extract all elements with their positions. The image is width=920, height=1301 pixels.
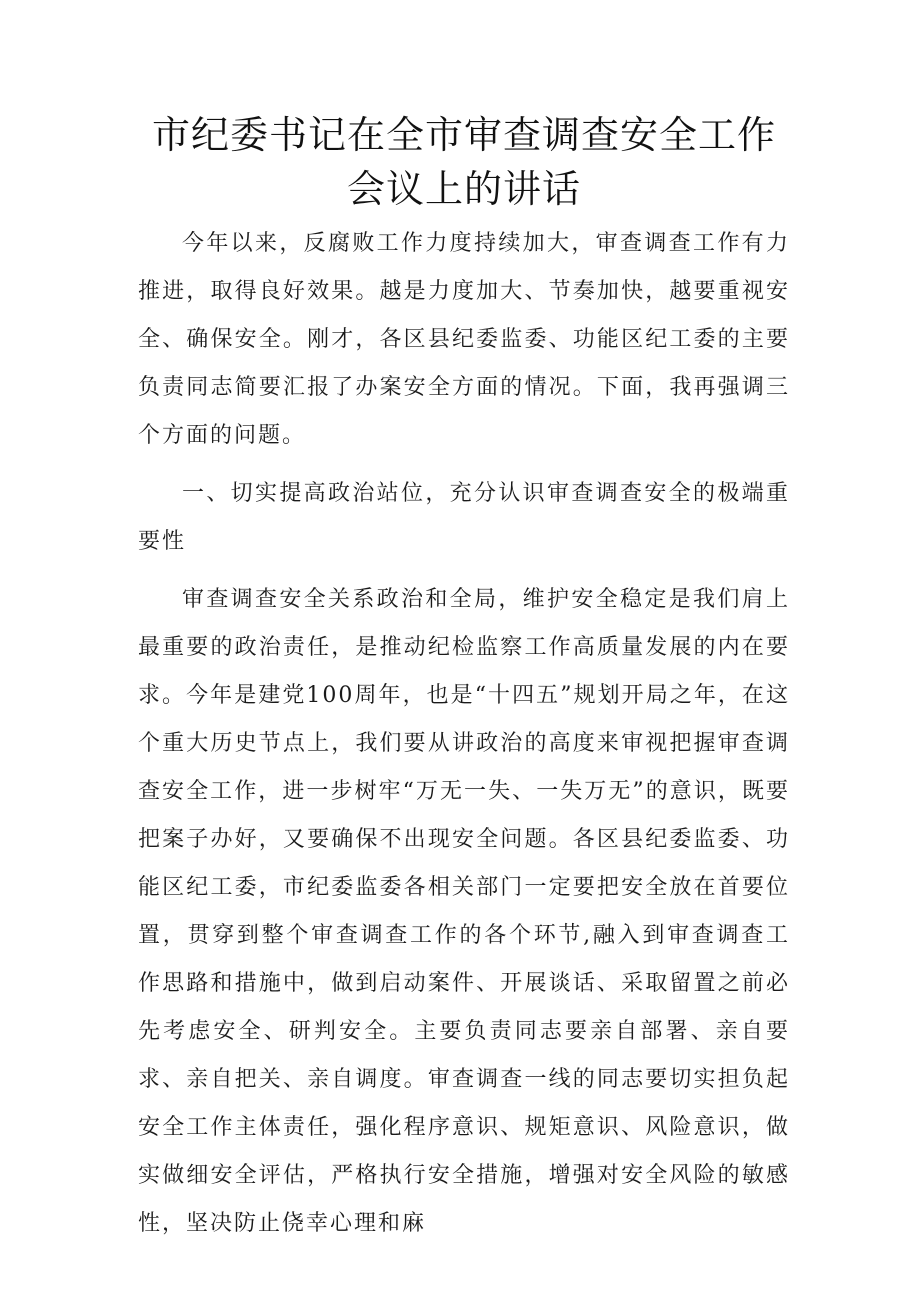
paragraph-intro: 今年以来，反腐败工作力度持续加大，审查调查工作有力推进，取得良好效果。越是力度加大、节奏加快，越要重视安全、确保安全。刚才，各区县纪委监委、功能区纪工委的主要负责同志简要汇报了办案安全方面的情况。下面，我再强调三个方面的问题。: [138, 231, 790, 448]
paragraph-section-1: 审查调查安全关系政治和全局，维护安全稳定是我们肩上最重要的政治责任，是推动纪检监察工作高质量发展的内在要求。今年是建党100周年，也是“十四五”规划开局之年，在这个重大历史节点上，我们要从讲政治的高度来审视把握审查调查安全工作，进一步树牢“万无一失、一失万无”的意识，既要把案子办好，又要确保不出现安全问题。各区县纪委监委、功能区纪工委，市纪委监委各相关部门一定要把安全放在首要位置，贯穿到整个审查调查工作的各个环节,融入到审查调查工作思路和措施中，做到启动案件、开展谈话、采取留置之前必先考虑安全、研判安全。主要负责同志要亲自部署、亲自要求、亲自把关、亲自调度。审查调查一线的同志要切实担负起安全工作主体责任，强化程序意识、规矩意识、风险意识，做实做细安全评估，严格执行安全措施，增强对安全风险的敏感性，坚决防止侥幸心理和麻: [138, 587, 790, 1236]
section-heading-1: 一、切实提高政治站位，充分认识审查调查安全的极端重要性: [138, 481, 790, 554]
document-page: [138, 100, 790, 1248]
document-title: 市纪委书记在全市审查调查安全工作会议上的讲话: [151, 113, 776, 211]
